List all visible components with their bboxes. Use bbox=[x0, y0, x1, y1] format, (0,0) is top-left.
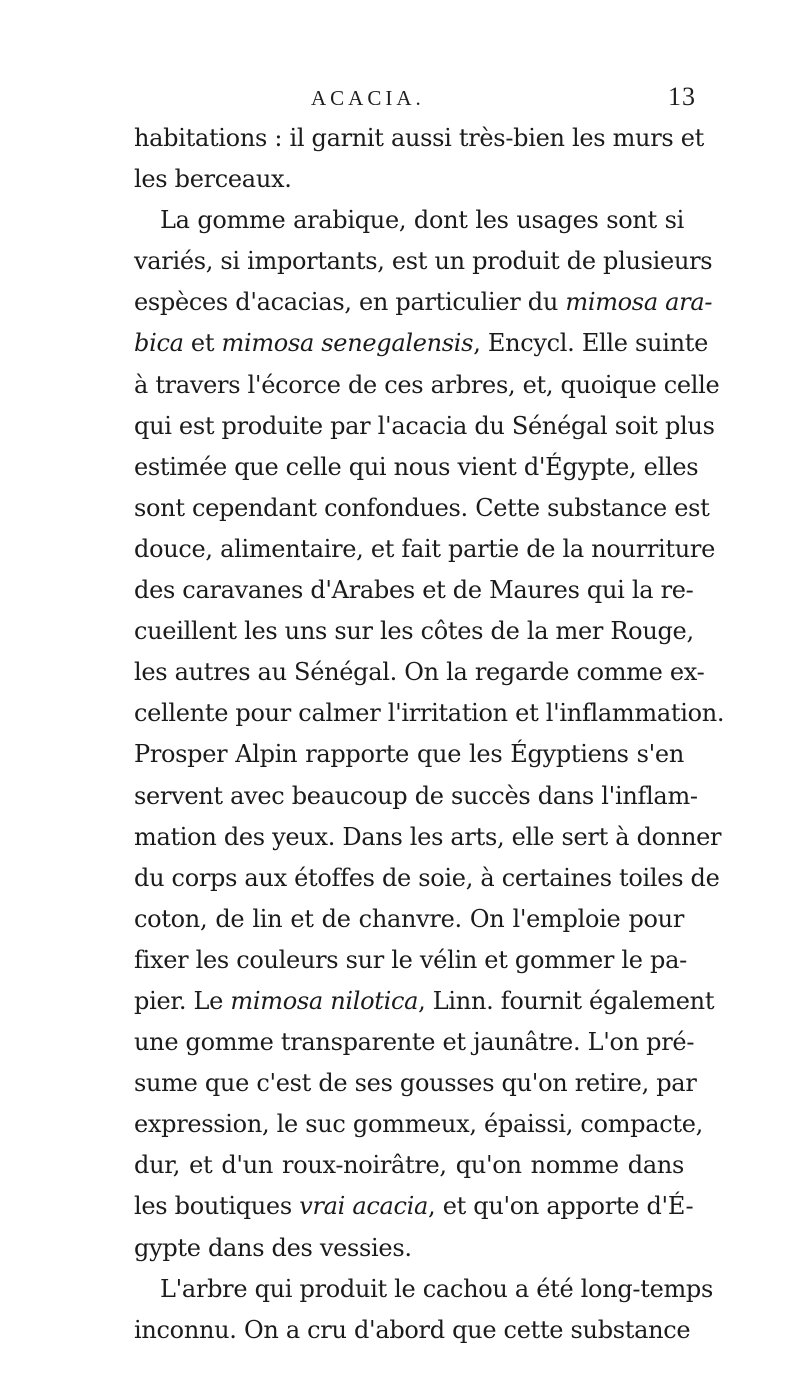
text-line: cellente pour calmer l'irritation et l'inflammation. bbox=[134, 699, 725, 728]
text-line: à travers l'écorce de ces arbres, et, quoique celle bbox=[134, 370, 720, 399]
text-line: variés, si importants, est un produit de plusieurs bbox=[134, 247, 713, 276]
text-line: fixer les couleurs sur le vélin et gommer le pa- bbox=[134, 945, 687, 974]
text-line: les berceaux. bbox=[134, 165, 292, 194]
text-line: pier. Le mimosa nilotica, Linn. fournit également bbox=[134, 986, 715, 1015]
paragraph-start-line: La gomme arabique, dont les usages sont si bbox=[160, 206, 684, 235]
italic-term: bica bbox=[134, 329, 184, 358]
italic-term: mimosa senegalensis bbox=[221, 329, 474, 358]
italic-term: mimosa ara- bbox=[565, 288, 713, 317]
text-line: cueillent les uns sur les côtes de la mer Rouge, bbox=[134, 617, 694, 646]
text-line: habitations : il garnit aussi très-bien les murs et bbox=[134, 124, 704, 152]
running-title: ACACIA. bbox=[311, 86, 425, 110]
text-line: gypte dans des vessies. bbox=[134, 1233, 412, 1262]
text-line: Prosper Alpin rapporte que les Égyptiens s'en bbox=[134, 740, 684, 769]
text-line: estimée que celle qui nous vient d'Égypte, elles bbox=[134, 452, 699, 481]
text-line: les boutiques vrai acacia, et qu'on apporte d'É- bbox=[134, 1192, 694, 1221]
text-line: espèces d'acacias, en particulier du mimosa ara- bbox=[134, 288, 713, 317]
text-line: sont cependant confondues. Cette substance est bbox=[134, 493, 710, 522]
text-line: du corps aux étoffes de soie, à certaines toiles de bbox=[134, 863, 720, 892]
paragraph-start-line: L'arbre qui produit le cachou a été long-temps bbox=[160, 1274, 714, 1303]
text-line: mation des yeux. Dans les arts, elle sert à donner bbox=[134, 822, 722, 851]
text-line: une gomme transparente et jaunâtre. L'on pré- bbox=[134, 1028, 695, 1057]
italic-term: vrai acacia bbox=[299, 1192, 429, 1221]
text-line: douce, alimentaire, et fait partie de la nourriture bbox=[134, 534, 715, 563]
text-line: des caravanes d'Arabes et de Maures qui la re- bbox=[134, 576, 694, 605]
text-line: les autres au Sénégal. On la regarde comme ex- bbox=[134, 658, 705, 687]
body-text bbox=[134, 118, 725, 1351]
text-line: inconnu. On a cru d'abord que cette substance bbox=[134, 1315, 691, 1344]
text-line: dur, et d'un roux-noirâtre, qu'on nomme dans bbox=[134, 1151, 684, 1180]
text-line: servent avec beaucoup de succès dans l'inflam- bbox=[134, 781, 698, 810]
running-head bbox=[0, 80, 800, 114]
italic-term: mimosa nilotica bbox=[230, 986, 419, 1015]
text-line: coton, de lin et de chanvre. On l'emploie pour bbox=[134, 904, 684, 933]
text-line: sume que c'est de ses gousses qu'on retire, par bbox=[134, 1069, 697, 1098]
page-number: 13 bbox=[668, 82, 696, 111]
text-line: expression, le suc gommeux, épaissi, compacte, bbox=[134, 1110, 703, 1139]
text-line: qui est produite par l'acacia du Sénégal soit plus bbox=[134, 411, 715, 440]
text-line: bica et mimosa senegalensis, Encycl. Elle suinte bbox=[134, 329, 708, 358]
